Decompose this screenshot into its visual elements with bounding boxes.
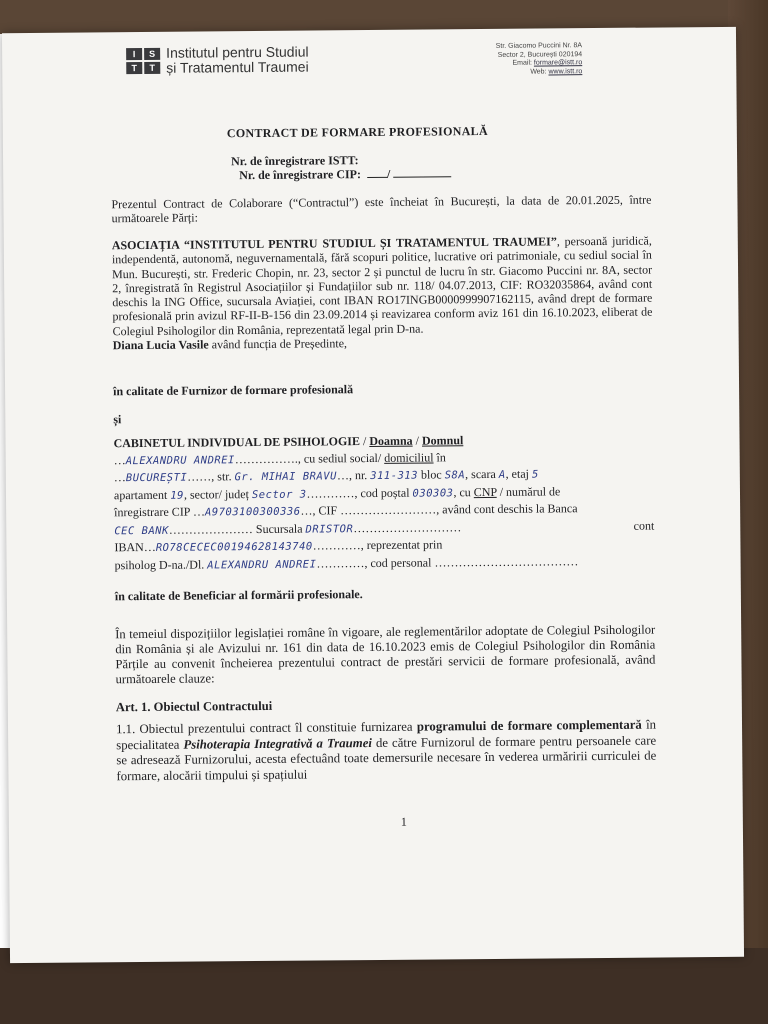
org-logo [126, 45, 309, 77]
intro-paragraph: Prezentul Contract de Colaborare (“Contractul”) este încheiat în București, la data de 20.01.2025, între următoarele Părți: [111, 192, 652, 226]
option-doamna: Doamna [369, 433, 413, 449]
temeiul-paragraph: În temeiul dispozițiilor legislației române în vigoare, ale reglementărilor adoptate de Colegiul Psihologilor din România și ale Avizului nr. 161 din data de 16.10.2023 emis de Colegiul Psihologilor din România Părțile au convenit încheierea prezentului contract de prestări servicii de formare profesională, având următoarele clauze: [115, 622, 656, 687]
web-link[interactable]: www.istt.ro [548, 67, 583, 75]
field-street: Gr. MIHAI BRAVU [234, 470, 337, 484]
cabinet-line: CABINETUL INDIVIDUAL DE PSIHOLOGIE / Doamna / Domnul [113, 433, 464, 451]
beneficiar-heading: în calitate de Beneficiar al formării profesionale. [114, 587, 363, 604]
field-postal-code: 030303 [412, 486, 454, 500]
field-branch: DRISTOR [305, 522, 354, 536]
field-iban: RO78CECEC00194628143740 [155, 540, 313, 554]
party1-name: ASOCIAȚIA “INSTITUTUL PENTRU STUDIUL ȘI TRATAMENTUL TRAUMEI” [111, 234, 557, 253]
field-psychologist: ALEXANDRU ANDREI [207, 557, 317, 571]
page-number: 1 [400, 814, 407, 829]
furnizor-heading: în calitate de Furnizor de formare profesională [113, 382, 354, 399]
field-city: BUCUREȘTI [125, 471, 188, 485]
field-sector: Sector 3 [251, 488, 307, 501]
registration-numbers [231, 152, 451, 182]
address-form-line2: …BUCUREȘTI……, str. Gr. MIHAI BRAVU…, nr. 311-313 bloc S8A, scara A, etaj 5 [113, 466, 539, 485]
field-beneficiary-name: ALEXANDRU ANDREI [125, 453, 235, 467]
field-bank: CEC BANK [114, 524, 169, 537]
document-page [2, 27, 744, 963]
org-name-line2: și Tratamentul Traumei [166, 58, 309, 76]
reg-cip-line: Nr. de înregistrare CIP: / [239, 166, 451, 182]
field-scara: A [498, 468, 506, 481]
beneficiary-form [113, 431, 654, 575]
web-line: Web: www.istt.ro [530, 67, 583, 76]
org-name-line1: Institutul pentru Studiul [166, 43, 309, 61]
document-title: CONTRACT DE FORMARE PROFESIONALĂ [226, 123, 488, 141]
article1-heading: Art. 1. Obiectul Contractului [115, 698, 273, 715]
psiholog-line: psiholog D-na./Dl. ALEXANDRU ANDREI…………, cod personal ……………………………… [114, 553, 579, 572]
and-separator: și [113, 412, 122, 427]
reg-istt: Nr. de înregistrare ISTT: [231, 153, 359, 169]
bank-line: CEC BANK………………… Sucursala DRISTOR……………………… cont [114, 518, 655, 537]
email-link[interactable]: formare@istt.ro [533, 59, 583, 67]
address-form-line4: înregistrare CIP …A9703100300336…, CIF ……………………, având cont deschis la Banca [114, 501, 578, 520]
address-form-line1: …ALEXANDRU ANDREI……………., cu sediul social/ domiciliul în [113, 449, 446, 467]
clause-1-1: 1.1. Obiectul prezentului contract îl constituie furnizarea programului de formare complementară în specialitatea Psihoterapia Integrativă a Traumei de către Furnizorul de formare pentru persoanele care se adresează Furnizorului, acesta efectuând toate demersurile necesare în vederea urmăririi curriculei de formare, alocării timpului și spațiului [115, 717, 657, 783]
field-bloc: S8A [444, 469, 466, 482]
field-etaj: 5 [531, 468, 539, 481]
option-domnul: Domnul [421, 433, 464, 448]
istt-logo-icon: I S T T [126, 48, 160, 74]
party1-representative: Diana Lucia Vasile [112, 337, 209, 353]
iban-line: IBAN…RO78CECEC00194628143740…………, reprezentat prin [114, 537, 443, 555]
email-line: Email: formare@istt.ro [512, 59, 583, 67]
address-form-line3: apartament 19, sector/ județ Sector 3…………, cod poștal 030303, cu CNP / numărul de [113, 483, 561, 502]
field-number: 311-313 [370, 469, 419, 483]
field-apartment: 19 [170, 489, 185, 502]
org-address-block [472, 42, 582, 77]
address-line1: Str. Giacomo Puccini Nr. 8A [495, 42, 583, 50]
address-line2: Sector 2, București 020194 [497, 50, 583, 59]
field-cip: A9703100300336 [204, 505, 301, 519]
party1-paragraph: ASOCIAȚIA “INSTITUTUL PENTRU STUDIUL ȘI TRATAMENTUL TRAUMEI”, persoană juridică, independentă, autonomă, neguvernamentală, fără scopuri politice, lucrative ori patrimoniale, cu sediul social în Mun. București, str. Frederic Chopin, nr. 23, sector 2 și punctul de lucru în str. Giacomo Puccini nr. 8A, sector 2, înregistrată în Registrul Asociațiilor și Fundațiilor sub nr. 118/ 04.07.2013, CIF: RO32035864, având cont deschis la ING Office, sucursala Aviației, cont IBAN RO17INGB0000999907162115, având drept de formare profesională prin avizul RF-II-B-156 din 23.09.2014 și reavizarea conform aviz 161 din 16.10.2023, eliberat de Colegiul Psihologilor din România, reprezentată legal prin D-na. Diana Lucia Vasile având funcția de Președinte, [111, 233, 653, 353]
